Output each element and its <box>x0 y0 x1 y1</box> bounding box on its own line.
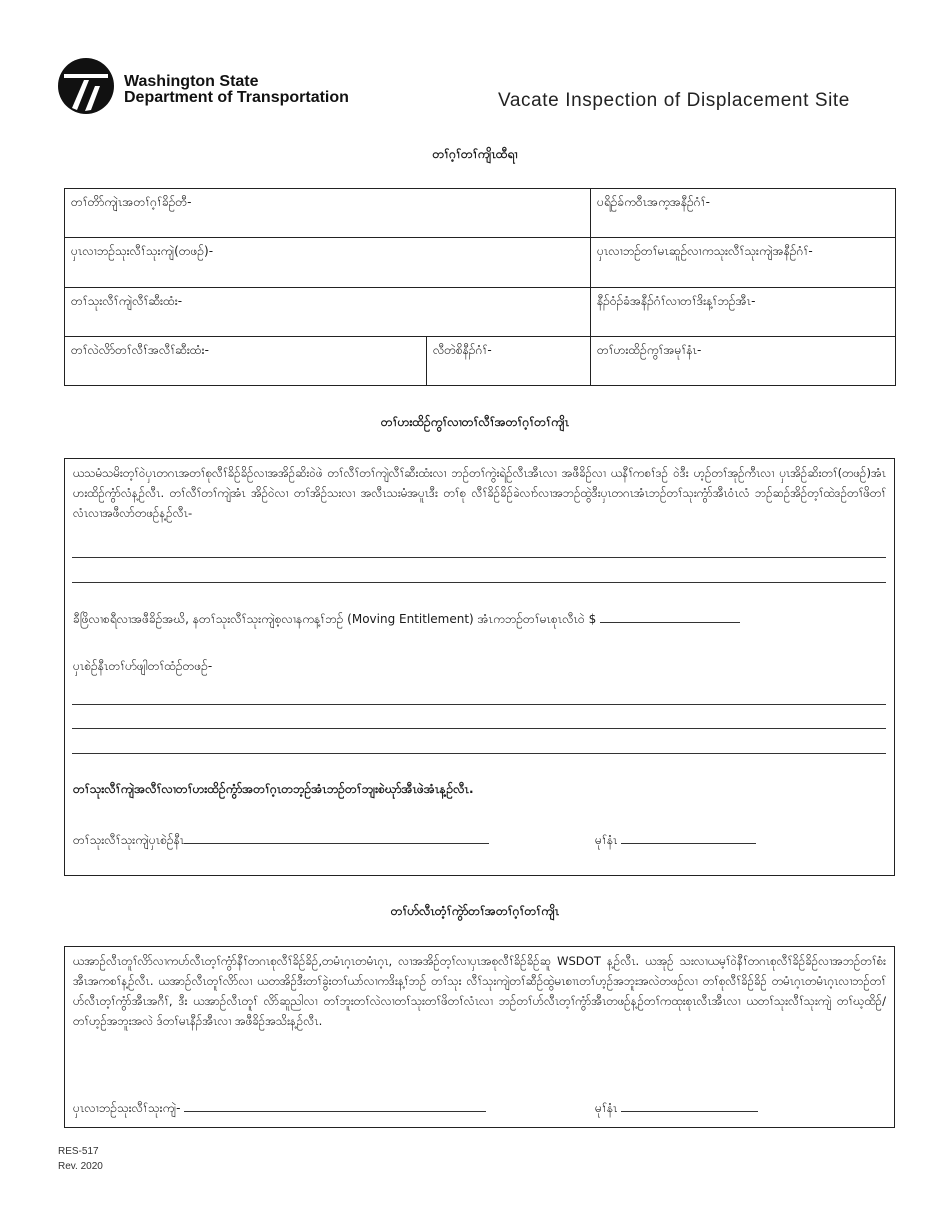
form-title: Vacate Inspection of Displacement Site <box>498 90 850 111</box>
abandonment-box <box>64 946 895 1128</box>
entitlement-text: ခီဖြိလၢစရီလၢအဖီခိဉ်အဃိ, နတၢ်သုးလီၢ်သုးကျဲစ့လၢနကန့ၢ်ဘဉ် (Moving Entitlement) အံၤကဘဉ်တၢ်မၤစုၤလီၤဝဲ $ <box>73 612 597 626</box>
date-label: မုၢ်နံၤ <box>595 833 618 847</box>
section-heading-abandonment: တၢ်ပာ်လီၤတံ့ၢ်ကွဲာ်တၢ်အတၢ်ဂ့ၢ်တၢ်ကျိၤ <box>390 904 560 918</box>
form-revision: Rev. 2020 <box>58 1161 103 1172</box>
organization-name <box>124 74 349 106</box>
date-field[interactable] <box>621 830 756 844</box>
displacee-signature-line <box>73 830 489 850</box>
abandonment-signature-line <box>73 1098 486 1118</box>
abandonment-signature-field[interactable] <box>184 1098 486 1112</box>
org-line-1: Washington State <box>124 73 259 90</box>
comments-line-2[interactable] <box>72 728 886 729</box>
info-table <box>64 188 896 386</box>
abandonment-paragraph: ယအာဉ်လီၤတူၢ်လိာ်လၢကပာ်လီၤတ့ၢ်ကွံာ်နီၢ်တဂၤစုလီၢ်ခိဉ်ခိဉ်,တမံၤဂ့ၤတမံၤဂ့ၤ, လၢအအိဉ်တ့ၢ်လၢပှၤအစုလီၢ်ခိဉ်ခိဉ်ဆူ WSDOT န့ဉ်လီၤ. ယအုဉ် သးလၢယမ့ၢ်ဝဲနီၢ်တဂၤစုလီၢ်ခိဉ်ခိဉ်လၢအဘဉ်တၢ်စံးအီၤအကစၢ်န့ဉ်လီၤ. ယအာဉ်လီၤတူၢ်လိာ်လၢ ယတအိဉ်ဒီးတၢ်ခွဲးတၢ်ယာ်လၢကဒိးန့ၢ်ဘဉ် တၢ်သုး လီၢ်သုးကျဲတၢ်ဆီဉ်ထွဲမၤစၢၤတၢ်ဟ့ဉ်အဘူးအလဲတဖဉ်လၢ တၢ်စုလီၢ်ခိဉ်ခိဉ် တမံၤဂ့ၤတမံၤဂ့ၤလၢဘဉ်တၢ်ပာ်လီၤတ့ၢ်ကွံာ်အီၤအဂီၢ်, ဒီး ယအာဉ်လီၤတူၢ် လိာ်ဆူညါလၢ တၢ်ဘူးတၢ်လဲလၢတၢ်သုးတၢ်ဖိတၢ်လံၤလၢ ဘဉ်တၢ်ပာ်လီၤတ့ၢ်ကွံာ်အီၤတဖဉ်န့ဉ်တၢ်ကထုးစုၤလီၤအီၤလၢ ယတၢ်သုးလီၢ်သုးကျဲ တၢ်ဃ့ထိဉ်/တၢ်ဟ့ဉ်အဘူးအလဲ ဒ်တၢ်မၤနီၣ်အီၤလၢ အဖီခိဉ်အသိးန့ဉ်လီၤ. <box>73 954 886 1028</box>
inspection-date-label: တၢ်ဟးထိဉ်ကွၢ်အမုၢ်နံၤ- <box>597 342 702 357</box>
org-line-2: Department of Transportation <box>124 89 349 106</box>
form-number: RES-517 <box>58 1146 99 1157</box>
inspection-date-field[interactable] <box>591 336 896 385</box>
displacee-signature-field[interactable] <box>184 830 489 844</box>
mailing-address-label: တၢ်လဲလိာ်တၢ်လီၢ်အလီၢ်ဆီးထံး- <box>71 342 209 357</box>
wsdot-logo-icon <box>58 58 114 114</box>
inspection-box <box>64 458 895 876</box>
site-address-field[interactable] <box>65 189 591 238</box>
displacee-name-label: ပှၤလၢဘဉ်သုးလီၢ်သုးကျဲ(တဖဉ်)- <box>71 244 214 259</box>
abandonment-date-line <box>595 1098 758 1118</box>
phone-field[interactable] <box>427 336 591 385</box>
displacee-name-field[interactable] <box>65 238 591 287</box>
entitlement-line <box>73 609 740 629</box>
section-heading-info: တၢ်ဂ့ၢ်တၢ်ကျိၤထီရၢ <box>432 147 518 161</box>
project-number-field[interactable] <box>591 189 896 238</box>
displacee-number-label: ပှၤလၢဘဉ်တၢ်မၤဆူဉ်လၢကသုးလီၢ်သုးကျဲအနီဉ်ဂံၢ်- <box>597 244 813 259</box>
site-address-label: တၢ်တိာ်ကျဲၤအတၢ်ဂ့ၢ်ခိဉ်တီ- <box>71 195 192 209</box>
displacee-number-field[interactable] <box>591 238 896 287</box>
displacee-signature-label: တၢ်သုးလီၢ်သုးကျဲပှၤစဲဉ်နီၤ <box>73 833 185 847</box>
phone-label: လီတဲစိနီၣ်ဂံၢ်- <box>433 342 492 357</box>
section-heading-inspection: တၢ်ဟးထိဉ်ကွၢ်လၢတၢ်လီၢ်အတၢ်ဂ့ၢ်တၢ်ကျိၤ <box>380 415 570 429</box>
parcel-number-field[interactable] <box>591 287 896 336</box>
comments-line-3[interactable] <box>72 753 886 754</box>
comments-label: ပှၤစဲဉ်နီၤတၢ်ပာ်ဖျါတၢ်ထံဉ်တဖဉ်- <box>73 659 213 673</box>
new-address-field[interactable] <box>65 287 591 336</box>
new-address-label: တၢ်သုးလီၢ်ကျဲလီၢ်ဆီးထံး- <box>71 293 183 308</box>
parcel-number-label: နီၣ်ဝံၣ်ခံအနီၣ်ဂံၢ်လၢတၢ်ဒိးန့ၢ်ဘဉ်အီၤ- <box>597 293 756 308</box>
mailing-address-field[interactable] <box>65 336 427 385</box>
comments-line-1[interactable] <box>72 704 886 705</box>
inspection-date-line <box>595 830 756 850</box>
entitlement-amount-field[interactable] <box>600 609 740 623</box>
inspection-paragraph: ယသမံသမိးတ့ၢ်ဝဲပှၤတဂၤအတၢ်စုလီၢ်ခိဉ်ခိဉ်လၢအအိဉ်ဆိးဝဲဖဲ တၢ်လီၢ်တၢ်ကျဲလီၢ်ဆီးထံးလၢ ဘဉ်တၢ်ကွဲးရဲဉ်လီၤအီၤလၢ အဖီခိဉ်လၢ ယနီၢ်ကစၢ်ဒဉ် ဝဲဒီး ဟ့ဉ်တၢ်အုဉ်ကီၤလၢ ပှၤအိဉ်ဆိးတၢ်(တဖဉ်)အံၤ ဟးထိဉ်ကွံာ်လံန့ဉ်လီၤ. တၢ်လီၢ်တၢ်ကျဲအံၤ အိဉ်ဝဲလၢ တၢ်အိဉ်သးလၢ အလီၤသးမံအပူၤဒီး တၢ်စု လီၢ်ခိဉ်ခိဉ်ခဲလၢာ်လၢအဘဉ်ထွဲဒီးပှၤတဂၤအံၤဘဉ်တၢ်သုးကွံာ်အီၤဝံၤလံ ဘဉ်ဆဉ်အိဉ်တ့ၢ်ထဲဒဉ်တၢ်ဖိတၢ်လံၤလၢအဖီလာ်တဖဉ်န့ဉ်လီၤ- <box>73 466 886 520</box>
inventory-line-1[interactable] <box>72 557 886 558</box>
vacate-statement: တၢ်သုးလီၢ်ကျဲအလီၢ်လၢတၢ်ဟးထိဉ်ကွံာ်အတၢ်ဂ့ၤတဘ့ဉ်အံၤဘဉ်တၢ်ဘျးစဲဃုာ်အီၤဖဲအံၤန့ဉ်လီၤ. <box>73 782 474 796</box>
abandonment-signature-label: ပှၤလၢဘဉ်သုးလီၢ်သုးကျဲ- <box>73 1101 181 1115</box>
abandonment-date-label: မုၢ်နံၤ <box>595 1101 618 1115</box>
project-number-label: ပရိဉ်ခ်ကဝီၤအက့အနီဉ်ဂံၢ်- <box>597 195 710 209</box>
abandonment-date-field[interactable] <box>621 1098 758 1112</box>
inventory-line-2[interactable] <box>72 582 886 583</box>
